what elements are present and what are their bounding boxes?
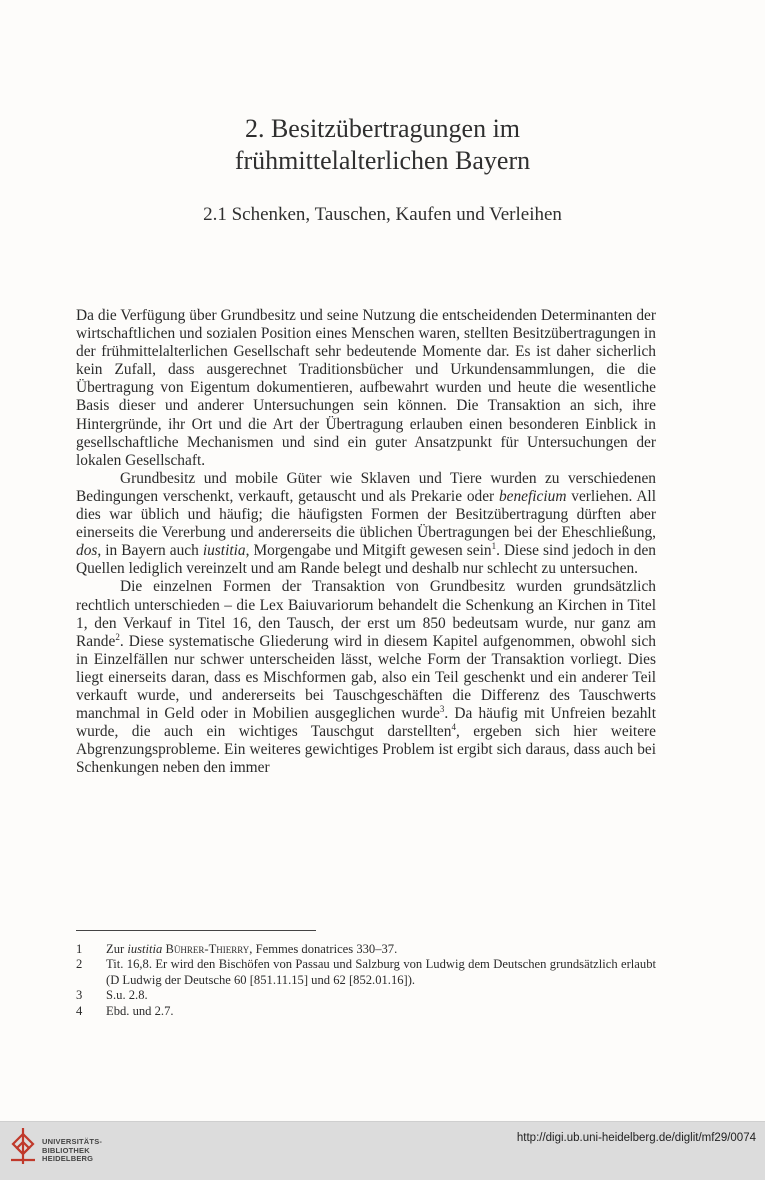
chapter-title-line-2: frühmittelalterlichen Bayern [234, 146, 531, 175]
section-title: 2.1 Schenken, Tauschen, Kaufen und Verleihen [203, 204, 562, 225]
chapter-title-line-1: 2. Besitzübertragungen im [244, 114, 521, 143]
footnote-text: Tit. 16,8. Er wird den Bischöfen von Passau und Salzburg von Ludwig dem Deutschen grundsätzlich erlaubt (D Ludwig der Deutsche 60 [851.11.15] und 62 [852.01.16]). [106, 957, 656, 987]
text-run: verliehen. All dies war üblich und häufig; die häufigsten Formen der Besitzübertragung dürften aber einerseits die Vererbung und andererseits die üblichen Übertragungen bei der Eheschließung, [76, 487, 656, 542]
paragraph-1: Da die Verfügung über Grundbesitz und seine Nutzung die entscheidenden Determinanten der wirtschaftlichen und sozialen Position eines Menschen waren, stellten Besitzübertragungen in der frühmittelalterlichen Gesellschaft sehr bedeutende Momente dar. Es ist daher sicherlich kein Zufall, dass ausgerechnet Traditionsbücher und Urkundensammlungen, die die Übertragung von Eigentum dokumentieren, aufbewahrt wurden und heute die wesentliche Basis dieser und anderer Untersuchungen sein können. Die Transaktion an sich, ihre Hintergründe, ihr Ort und die Art der Übertragung erlauben einen besonderen Einblick in gesellschaftliche Mechanismen und sind ein guter Ansatzpunkt für Untersuchungen der lokalen Gesellschaft. [76, 307, 656, 469]
text-run: , Femmes donatrices 330–37. [249, 942, 398, 956]
footnote-number: 4 [76, 1003, 83, 1018]
footnote-number: 2 [76, 957, 83, 972]
text-run: Zur [106, 942, 128, 956]
text-run: . Diese sind jedoch in den Quellen lediglich vereinzelt und am Rande belegt und deshalb nur schlecht zu untersuchen. [76, 542, 656, 578]
text-run: Die einzelnen Formen der Transaktion von Grundbesitz wurden grundsätzlich rechtlich unterschieden – die Lex Baiuvariorum behandelt die Schenkung an Kirchen in Titel 1, den Verkauf in Titel 16, den Tausch, der erst um 850 bedeutsam wurde, nur ganz am Rande [76, 578, 656, 650]
library-name[interactable] [42, 1138, 102, 1164]
footnote-ref-4[interactable]: 4 [451, 722, 456, 733]
italic-term: iustitia [127, 942, 163, 956]
footnote-ref-3[interactable]: 3 [439, 703, 445, 714]
footnote-divider [76, 930, 316, 931]
author-name: Bührer-Thierry [165, 942, 250, 956]
footnote-text [106, 942, 656, 957]
italic-term: dos [76, 542, 98, 560]
footnote-text: S.u. 2.8. [106, 988, 148, 1003]
text-run: , ergeben sich hier weitere Abgrenzungsprobleme. Ein weiteres gewichtiges Problem ist ergibt sich daraus, dass auch bei Schenkungen neben den immer [76, 723, 656, 777]
text-run: , in Bayern auch [97, 542, 203, 560]
library-name-line-1: UNIVERSITÄTS- [42, 1137, 103, 1146]
text-run: Grundbesitz und mobile Güter wie Sklaven und Tiere wurden zu verschiedenen Bedingungen verschenkt, verkauft, getauscht und als Prekarie oder [76, 469, 656, 505]
italic-term: beneficium [498, 487, 567, 505]
footnotes [76, 942, 656, 1019]
footnote-4 [76, 1004, 656, 1019]
footnote-text: Ebd. und 2.7. [106, 1003, 174, 1018]
italic-term: iustitia [202, 542, 246, 560]
text-run: . Diese systematische Gliederung wird in diesem Kapitel aufgenommen, obwohl sich in Einzelfällen nur schwer unterscheiden lässt, welche Form der Transaktion vorliegt. Dies liegt einerseits daran, dass es Mischformen gab, also ein Teil geschenkt und ein anderer Teil verkauft wurde, und andererseits bei Tauschgeschäften die Differenz des Tauschwerts manchmal in Geld oder in Mobilien ausgeglichen wurde [76, 632, 656, 723]
source-url-link[interactable]: http://digi.ub.uni-heidelberg.de/diglit/mf29/0074 [516, 1132, 756, 1144]
footnote-1 [76, 942, 656, 957]
footnote-3 [76, 988, 656, 1003]
viewer-footer [0, 1121, 765, 1180]
footnote-number: 1 [76, 942, 83, 956]
library-logo-icon[interactable] [8, 1124, 38, 1168]
paragraph-2 [76, 470, 656, 579]
text-run: . Da häufig mit Unfreien bezahlt wurde, die auch ein wichtiges Tauschgut darstellten [76, 705, 656, 741]
library-name-line-3: HEIDELBERG [42, 1154, 94, 1164]
footnote-2 [76, 957, 656, 988]
paragraph-3 [76, 578, 656, 777]
library-name-line-2: BIBLIOTHEK [42, 1145, 90, 1155]
body-text [76, 307, 656, 777]
footnote-ref-1[interactable]: 1 [491, 541, 497, 552]
footnote-number: 3 [76, 988, 83, 1003]
text-run: , Morgengabe und Mitgift gewesen sein [245, 542, 492, 560]
chapter-title [0, 113, 765, 177]
footnote-ref-2[interactable]: 2 [115, 631, 120, 642]
